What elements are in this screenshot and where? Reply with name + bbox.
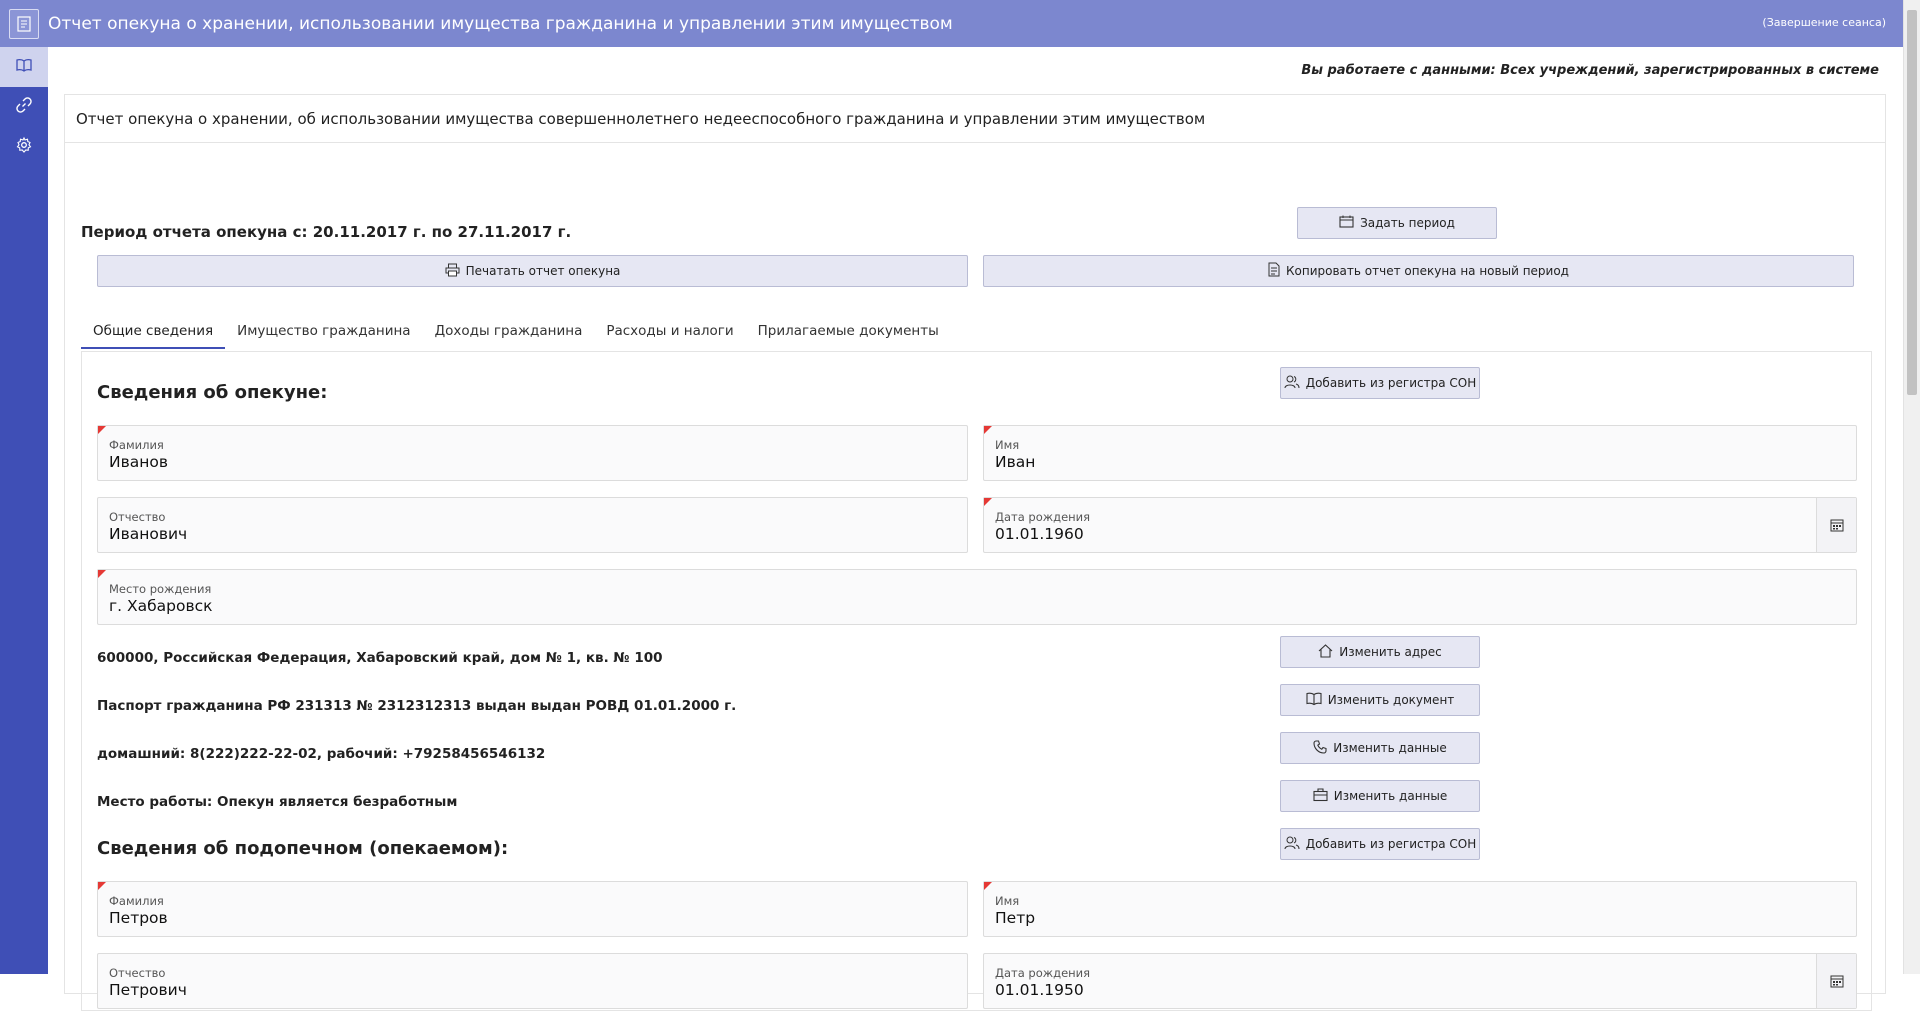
guardian-first-name-field[interactable] [983, 425, 1857, 481]
change-address-label: Изменить адрес [1339, 645, 1442, 659]
field-value: Иван [995, 453, 1036, 471]
field-label: Фамилия [109, 438, 164, 452]
copy-report-button[interactable] [983, 255, 1854, 287]
guardian-last-name-field[interactable] [97, 425, 968, 481]
guardian-birth-date-field[interactable] [983, 497, 1857, 553]
required-flag [984, 426, 992, 434]
tab-general[interactable]: Общие сведения [81, 323, 225, 349]
page-scrollbar[interactable] [1903, 0, 1920, 974]
field-value: Петрович [109, 981, 187, 999]
ward-patronymic-field[interactable] [97, 953, 968, 1009]
print-report-button[interactable] [97, 255, 968, 287]
window-title: Отчет опекуна о хранении, использовании имущества гражданина и управлении этим имуществом [48, 13, 953, 34]
guardian-birth-place-field[interactable] [97, 569, 1857, 625]
guardian-work: Место работы: Опекун является безработным [97, 794, 458, 810]
ward-last-name-field[interactable] [97, 881, 968, 937]
tab-property[interactable]: Имущество гражданина [237, 323, 411, 339]
copy-report-label: Копировать отчет опекуна на новый период [1286, 264, 1569, 278]
field-value: 01.01.1950 [995, 981, 1084, 999]
ward-add-from-register-button[interactable] [1280, 828, 1480, 860]
field-value: Иванов [109, 453, 168, 471]
guardian-add-from-register-button[interactable] [1280, 367, 1480, 399]
required-flag [984, 882, 992, 890]
ward-section-title: Сведения об подопечном (опекаемом): [97, 838, 509, 859]
field-label: Отчество [109, 966, 166, 980]
guardian-section-title: Сведения об опекуне: [97, 382, 328, 403]
required-flag [98, 570, 106, 578]
sidebar-item-settings[interactable] [0, 127, 48, 167]
ward-birth-date-field[interactable] [983, 953, 1857, 1009]
guardian-document: Паспорт гражданина РФ 231313 № 2312312313 выдан выдан РОВД 01.01.2000 г. [97, 698, 737, 714]
phone-icon [1313, 740, 1327, 757]
sidebar-item-documents[interactable] [0, 47, 48, 87]
required-flag [98, 426, 106, 434]
field-label: Имя [995, 438, 1020, 452]
guardian-address: 600000, Российская Федерация, Хабаровский край, дом № 1, кв. № 100 [97, 650, 663, 666]
book-icon [1306, 692, 1322, 708]
briefcase-icon [1313, 788, 1328, 804]
field-value: г. Хабаровск [109, 597, 213, 615]
guardian-patronymic-field[interactable] [97, 497, 968, 553]
report-period: Период отчета опекуна с: 20.11.2017 г. по 27.11.2017 г. [81, 223, 572, 241]
printer-icon [445, 263, 460, 280]
guardian-add-from-register-label: Добавить из регистра СОН [1305, 376, 1477, 390]
change-address-button[interactable] [1280, 636, 1480, 668]
tab-income[interactable]: Доходы гражданина [434, 323, 583, 339]
title-bar [0, 0, 1920, 47]
link-icon [16, 97, 32, 117]
tab-expenses[interactable]: Расходы и налоги [606, 323, 734, 339]
field-label: Место рождения [109, 582, 212, 596]
book-icon [16, 58, 32, 76]
field-label: Фамилия [109, 894, 164, 908]
scrollbar-thumb[interactable] [1907, 10, 1917, 395]
change-phones-button[interactable] [1280, 732, 1480, 764]
set-period-button[interactable] [1297, 207, 1497, 239]
change-document-button[interactable] [1280, 684, 1480, 716]
tab-bar [81, 323, 951, 349]
change-work-label: Изменить данные [1333, 789, 1448, 803]
change-work-button[interactable] [1280, 780, 1480, 812]
app-logo-icon[interactable] [9, 9, 39, 39]
data-context-info: Вы работаете с данными: Всех учреждений, зарегистрированных в системе [1301, 63, 1879, 78]
logout-link[interactable]: (Завершение сеанса) [1762, 16, 1886, 29]
field-label: Имя [995, 894, 1020, 908]
ward-add-from-register-label: Добавить из регистра СОН [1305, 837, 1477, 851]
ward-first-name-field[interactable] [983, 881, 1857, 937]
document-copy-icon [1268, 262, 1280, 280]
calendar-picker-icon[interactable] [1816, 498, 1856, 552]
field-value: Иванович [109, 525, 188, 543]
home-icon [1318, 644, 1333, 661]
users-icon [1284, 375, 1300, 392]
set-period-label: Задать период [1360, 216, 1455, 230]
required-flag [984, 498, 992, 506]
guardian-phones: домашний: 8(222)222-22-02, рабочий: +79258456546132 [97, 746, 546, 762]
field-value: 01.01.1960 [995, 525, 1084, 543]
field-label: Отчество [109, 510, 166, 524]
calendar-picker-icon[interactable] [1816, 954, 1856, 1008]
print-report-label: Печатать отчет опекуна [465, 264, 621, 278]
report-card [64, 94, 1886, 999]
field-label: Дата рождения [995, 510, 1091, 524]
field-label: Дата рождения [995, 966, 1091, 980]
tab-panel-general [81, 351, 1872, 1011]
required-flag [98, 882, 106, 890]
sidebar [0, 47, 48, 974]
gear-icon [16, 137, 32, 157]
field-value: Петров [109, 909, 168, 927]
change-phones-label: Изменить данные [1333, 741, 1447, 755]
calendar-icon [1339, 215, 1354, 231]
sidebar-item-links[interactable] [0, 87, 48, 127]
tab-documents[interactable]: Прилагаемые документы [757, 323, 939, 339]
users-icon [1284, 836, 1300, 853]
card-header: Отчет опекуна о хранении, об использовании имущества совершеннолетнего недееспособного гражданина и управлении этим имуществом [65, 95, 1885, 143]
main-area [48, 47, 1903, 999]
field-value: Петр [995, 909, 1036, 927]
change-document-label: Изменить документ [1327, 693, 1455, 707]
